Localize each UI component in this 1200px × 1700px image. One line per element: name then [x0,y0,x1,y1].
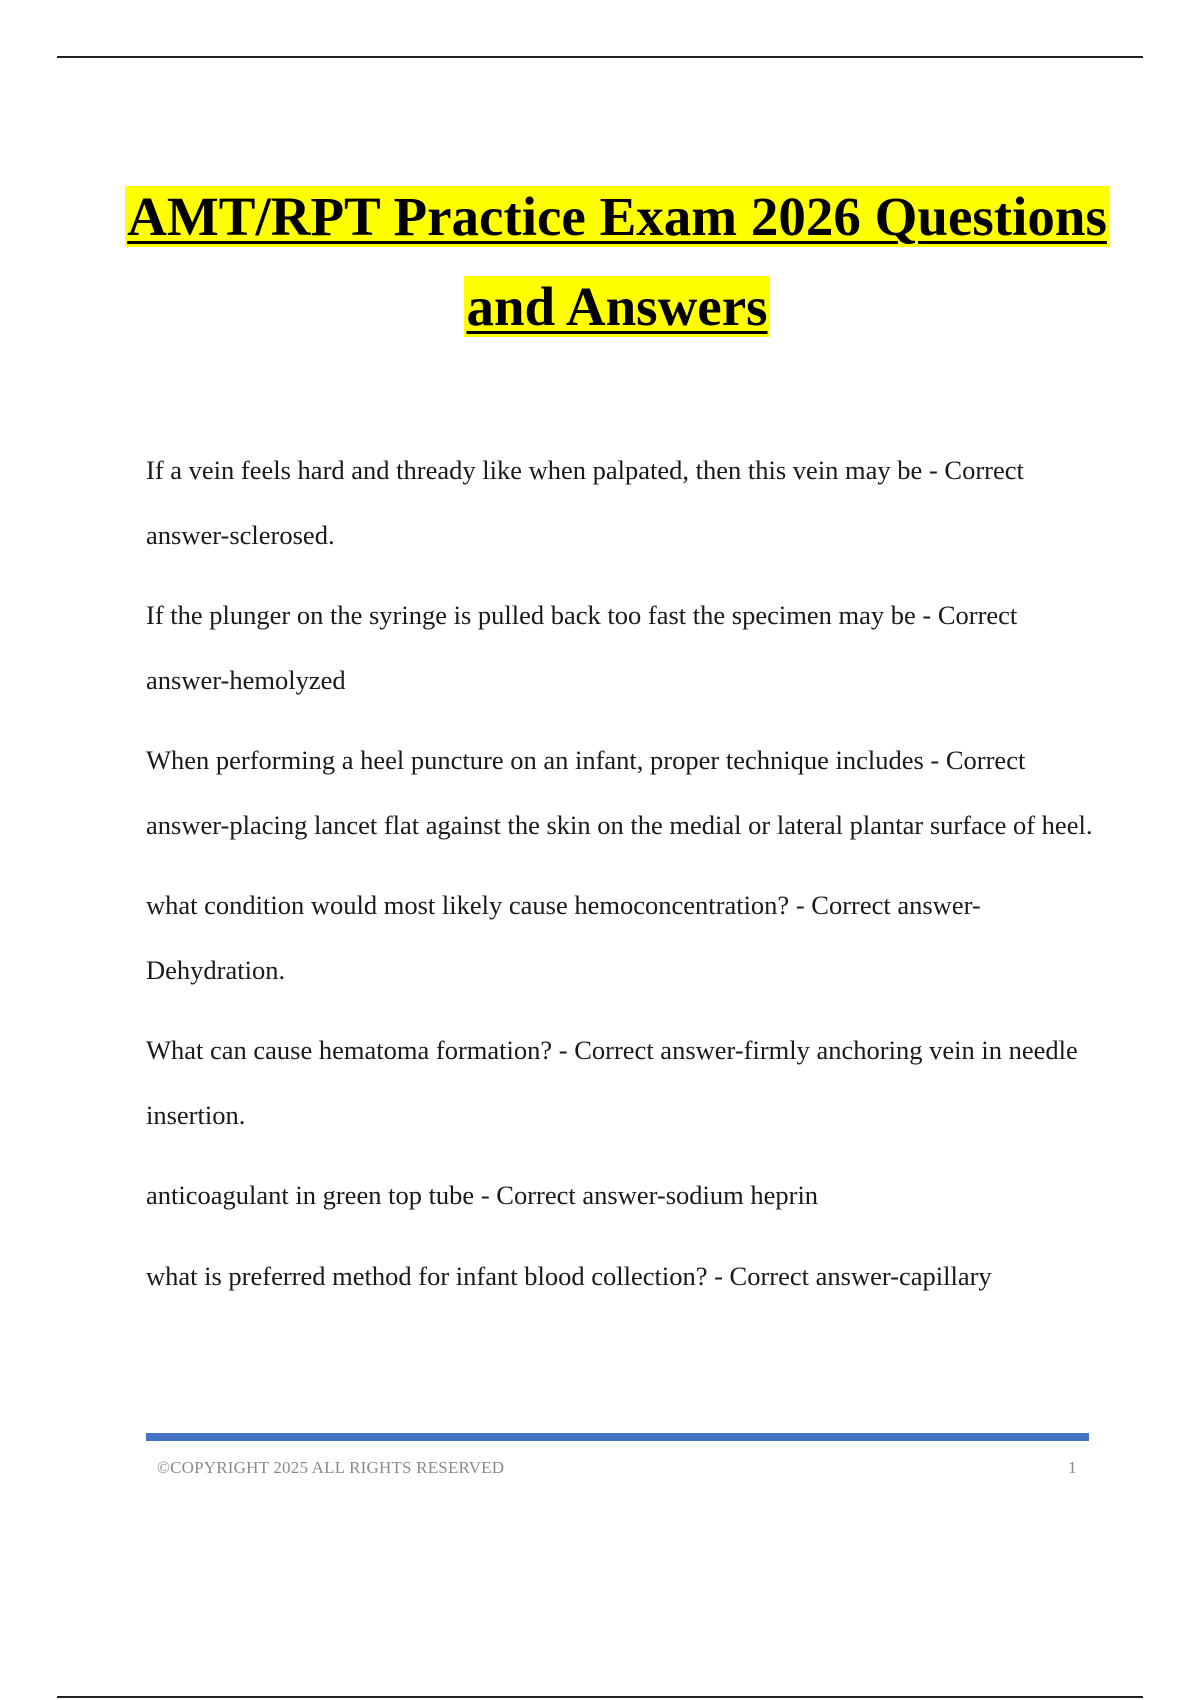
title-line-1-text: AMT/RPT Practice Exam 2026 Questions [127,186,1107,247]
qa-item: If a vein feels hard and thready like when palpated, then this vein may be - Correct answer-sclerosed. [146,455,1024,550]
bottom-rule [57,1696,1143,1698]
footer-bar [146,1433,1089,1441]
title-line-2 [0,262,1200,352]
document-title [0,172,1200,352]
qa-item: When performing a heel puncture on an infant, proper technique includes - Correct answer-placing lancet flat against the skin on the medial or lateral plantar surface of heel. [146,745,1093,840]
qa-item: If the plunger on the syringe is pulled back too fast the specimen may be - Correct answer-hemolyzed [146,600,1018,695]
qa-item: What can cause hematoma formation? - Correct answer-firmly anchoring vein in needle insertion. [146,1035,1078,1130]
title-line-1 [0,172,1200,262]
qa-item: what condition would most likely cause hemoconcentration? - Correct answer-Dehydration. [146,890,981,985]
page-number: 1 [1068,1458,1077,1477]
title-line-2-text: and Answers [466,276,768,337]
footer-copyright: ©COPYRIGHT 2025 ALL RIGHTS RESERVED [157,1458,505,1477]
top-rule [57,56,1143,58]
qa-item: what is preferred method for infant blood collection? - Correct answer-capillary [146,1260,992,1291]
qa-item: anticoagulant in green top tube - Correct answer-sodium heprin [146,1180,819,1210]
qa-list [146,438,1096,1324]
